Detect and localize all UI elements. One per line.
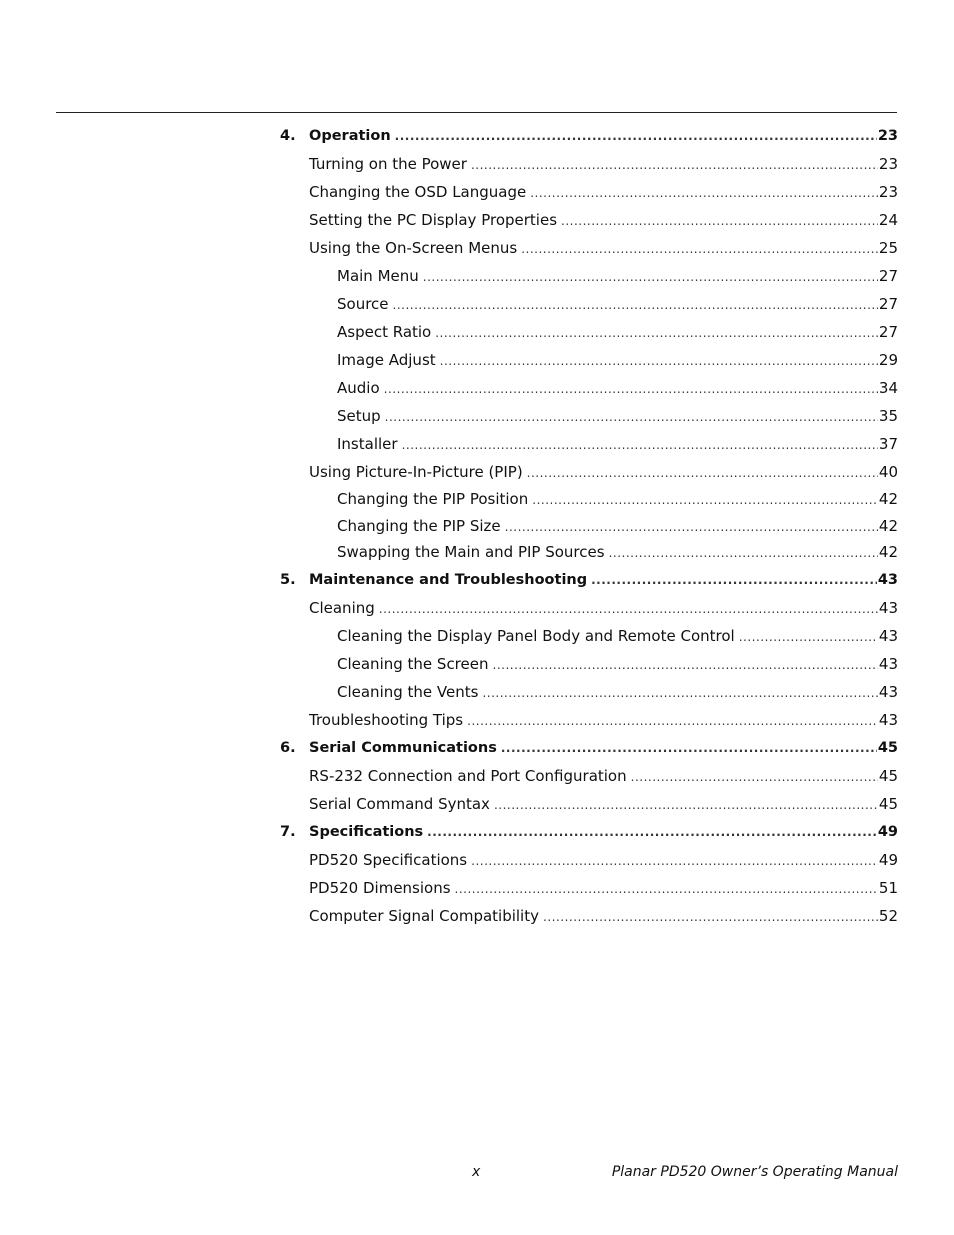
toc-entry-line (337, 683, 898, 701)
toc-page-number: 42 (878, 543, 898, 562)
toc-dot-leader (530, 186, 878, 200)
toc-entry-line (337, 323, 898, 341)
toc-page-number: 51 (878, 878, 898, 897)
toc-dot-leader (402, 438, 878, 452)
toc-dot-leader (493, 658, 878, 672)
toc-entry-title: Main Menu (337, 267, 419, 285)
toc-chapter-entry[interactable] (280, 734, 898, 762)
toc-page-number: 29 (878, 351, 898, 369)
toc-entry-line (309, 767, 898, 785)
toc-entry-line (309, 183, 898, 201)
toc-section-entry[interactable] (280, 539, 898, 566)
toc-chapter-entry[interactable] (280, 122, 898, 150)
toc-chapter-number: 7. (280, 823, 296, 840)
toc-entry-line (337, 655, 898, 673)
toc-entry-title: Audio (337, 379, 380, 397)
toc-entry-line (309, 239, 898, 257)
toc-page-number: 49 (878, 850, 898, 869)
toc-dot-leader (467, 714, 878, 728)
toc-entry-line (309, 463, 898, 481)
toc-entry-line (309, 824, 898, 840)
toc-dot-leader (631, 770, 878, 784)
toc-page-number: 43 (878, 626, 898, 645)
toc-page-number: 42 (878, 490, 898, 509)
toc-dot-leader (561, 214, 878, 228)
header-rule (56, 112, 897, 113)
toc-dot-leader (435, 326, 878, 340)
toc-page-number: 42 (878, 516, 898, 535)
toc-dot-leader (543, 910, 878, 924)
toc-dot-leader (384, 382, 878, 396)
toc-section-entry[interactable] (280, 874, 898, 902)
toc-section-entry[interactable] (280, 650, 898, 678)
toc-entry-line (309, 211, 898, 229)
toc-page-number: 45 (878, 766, 898, 785)
toc-entry-title: PD520 Specifications (309, 850, 468, 869)
toc-entry-title: Turning on the Power (309, 155, 467, 173)
toc-dot-leader (393, 298, 878, 312)
toc-page-number: 35 (878, 407, 898, 425)
toc-page-number: 43 (878, 710, 898, 729)
toc-entry-title: Specifications (309, 823, 424, 840)
toc-dot-leader (455, 882, 878, 896)
toc-entry-title: Changing the PIP Position (337, 490, 529, 509)
toc-entry-line (309, 572, 898, 588)
toc-entry-title: RS-232 Connection and Port Configuration (309, 766, 627, 785)
toc-section-entry[interactable] (280, 902, 898, 930)
toc-entry-title: Serial Command Syntax (309, 794, 490, 813)
toc-dot-leader (494, 798, 878, 812)
toc-dot-leader (471, 158, 878, 172)
toc-dot-leader (482, 686, 877, 700)
toc-section-entry[interactable] (280, 594, 898, 622)
toc-entry-line (337, 543, 898, 561)
toc-section-entry[interactable] (280, 458, 898, 486)
toc-page-number: 43 (877, 571, 898, 588)
toc-section-entry[interactable] (280, 513, 898, 540)
toc-chapter-number: 4. (280, 128, 296, 144)
toc-entry-line (337, 627, 898, 645)
toc-page-number: 43 (878, 598, 898, 617)
toc-entry-title: PD520 Dimensions (309, 878, 451, 897)
toc-dot-leader (423, 270, 878, 284)
toc-dot-leader (739, 630, 878, 644)
footer-manual-title: Planar PD520 Owner’s Operating Manual (611, 1164, 898, 1180)
toc-section-entry[interactable] (280, 402, 898, 430)
toc-section-entry[interactable] (280, 762, 898, 790)
toc-page-number: 27 (878, 267, 898, 285)
toc-page-number: 27 (878, 323, 898, 341)
toc-entry-line (337, 267, 898, 285)
toc-page-number: 23 (878, 155, 898, 173)
toc-page-number: 43 (878, 682, 898, 701)
toc-page-number: 43 (878, 654, 898, 673)
toc-entry-title: Using the On-Screen Menus (309, 239, 518, 257)
toc-chapter-entry[interactable] (280, 566, 898, 594)
toc-entry-title: Setting the PC Display Properties (309, 211, 558, 229)
toc-entry-line (337, 379, 898, 397)
toc-entry-title: Computer Signal Compatibility (309, 906, 539, 925)
toc-page-number: 24 (878, 211, 898, 229)
toc-entry-line (309, 711, 898, 729)
toc-entry-line (309, 879, 898, 897)
toc-page-number: 23 (877, 128, 898, 144)
toc-chapter-number: 6. (280, 739, 296, 756)
toc-dot-leader (395, 129, 877, 143)
table-of-contents (280, 122, 898, 930)
toc-entry-title: Operation (309, 128, 391, 144)
toc-section-entry[interactable] (280, 846, 898, 874)
toc-dot-leader (379, 602, 878, 616)
toc-entry-line (309, 128, 898, 144)
toc-entry-line (309, 795, 898, 813)
toc-page-number: 49 (877, 823, 898, 840)
toc-entry-title: Changing the PIP Size (337, 516, 501, 535)
toc-entry-title: Setup (337, 407, 381, 425)
toc-section-entry[interactable] (280, 486, 898, 513)
toc-entry-title: Serial Communications (309, 739, 497, 756)
toc-dot-leader (609, 546, 878, 560)
toc-page-number: 25 (878, 239, 898, 257)
toc-entry-line (309, 740, 898, 756)
toc-page-number: 45 (877, 739, 898, 756)
toc-page-number: 40 (878, 463, 898, 481)
toc-page-number: 45 (878, 794, 898, 813)
toc-entry-title: Swapping the Main and PIP Sources (337, 543, 605, 562)
toc-section-entry[interactable] (280, 178, 898, 206)
toc-dot-leader (440, 354, 878, 368)
toc-entry-line (337, 490, 898, 508)
toc-entry-line (309, 599, 898, 617)
toc-section-entry[interactable] (280, 706, 898, 734)
toc-page-number: 34 (878, 379, 898, 397)
toc-entry-title: Image Adjust (337, 351, 436, 369)
toc-entry-title: Installer (337, 435, 398, 453)
toc-dot-leader (532, 493, 878, 507)
toc-entry-line (337, 517, 898, 535)
toc-entry-title: Changing the OSD Language (309, 183, 527, 201)
toc-entry-title: Maintenance and Troubleshooting (309, 571, 588, 588)
toc-dot-leader (385, 410, 878, 424)
toc-section-entry[interactable] (280, 206, 898, 234)
toc-entry-line (309, 851, 898, 869)
toc-section-entry[interactable] (280, 678, 898, 706)
footer-page-number: x (472, 1164, 481, 1180)
toc-entry-line (309, 907, 898, 925)
toc-entry-title: Using Picture-In-Picture (PIP) (309, 463, 523, 481)
toc-dot-leader (521, 242, 878, 256)
toc-section-entry[interactable] (280, 318, 898, 346)
toc-section-entry[interactable] (280, 290, 898, 318)
toc-dot-leader (591, 573, 877, 587)
toc-entry-title: Cleaning the Display Panel Body and Remote Control (337, 626, 735, 645)
toc-dot-leader (505, 520, 878, 534)
toc-dot-leader (471, 854, 878, 868)
toc-section-entry[interactable] (280, 234, 898, 262)
toc-page-number: 27 (878, 295, 898, 313)
toc-entry-title: Aspect Ratio (337, 323, 432, 341)
toc-section-entry[interactable] (280, 622, 898, 650)
toc-entry-line (309, 155, 898, 173)
toc-entry-line (337, 435, 898, 453)
toc-chapter-entry[interactable] (280, 818, 898, 846)
toc-dot-leader (427, 825, 877, 839)
toc-section-entry[interactable] (280, 150, 898, 178)
toc-entry-title: Cleaning the Vents (337, 682, 479, 701)
toc-dot-leader (527, 466, 878, 480)
toc-page-number: 23 (878, 183, 898, 201)
toc-entry-line (337, 351, 898, 369)
toc-entry-title: Troubleshooting Tips (309, 710, 464, 729)
toc-section-entry[interactable] (280, 374, 898, 402)
toc-entry-line (337, 295, 898, 313)
toc-page-number: 37 (878, 435, 898, 453)
toc-section-entry[interactable] (280, 430, 898, 458)
toc-entry-title: Source (337, 295, 389, 313)
toc-section-entry[interactable] (280, 262, 898, 290)
toc-chapter-number: 5. (280, 571, 296, 588)
toc-section-entry[interactable] (280, 790, 898, 818)
toc-entry-title: Cleaning the Screen (337, 654, 489, 673)
toc-entry-title: Cleaning (309, 598, 375, 617)
toc-section-entry[interactable] (280, 346, 898, 374)
toc-entry-line (337, 407, 898, 425)
toc-dot-leader (501, 741, 877, 755)
toc-page-number: 52 (878, 906, 898, 925)
